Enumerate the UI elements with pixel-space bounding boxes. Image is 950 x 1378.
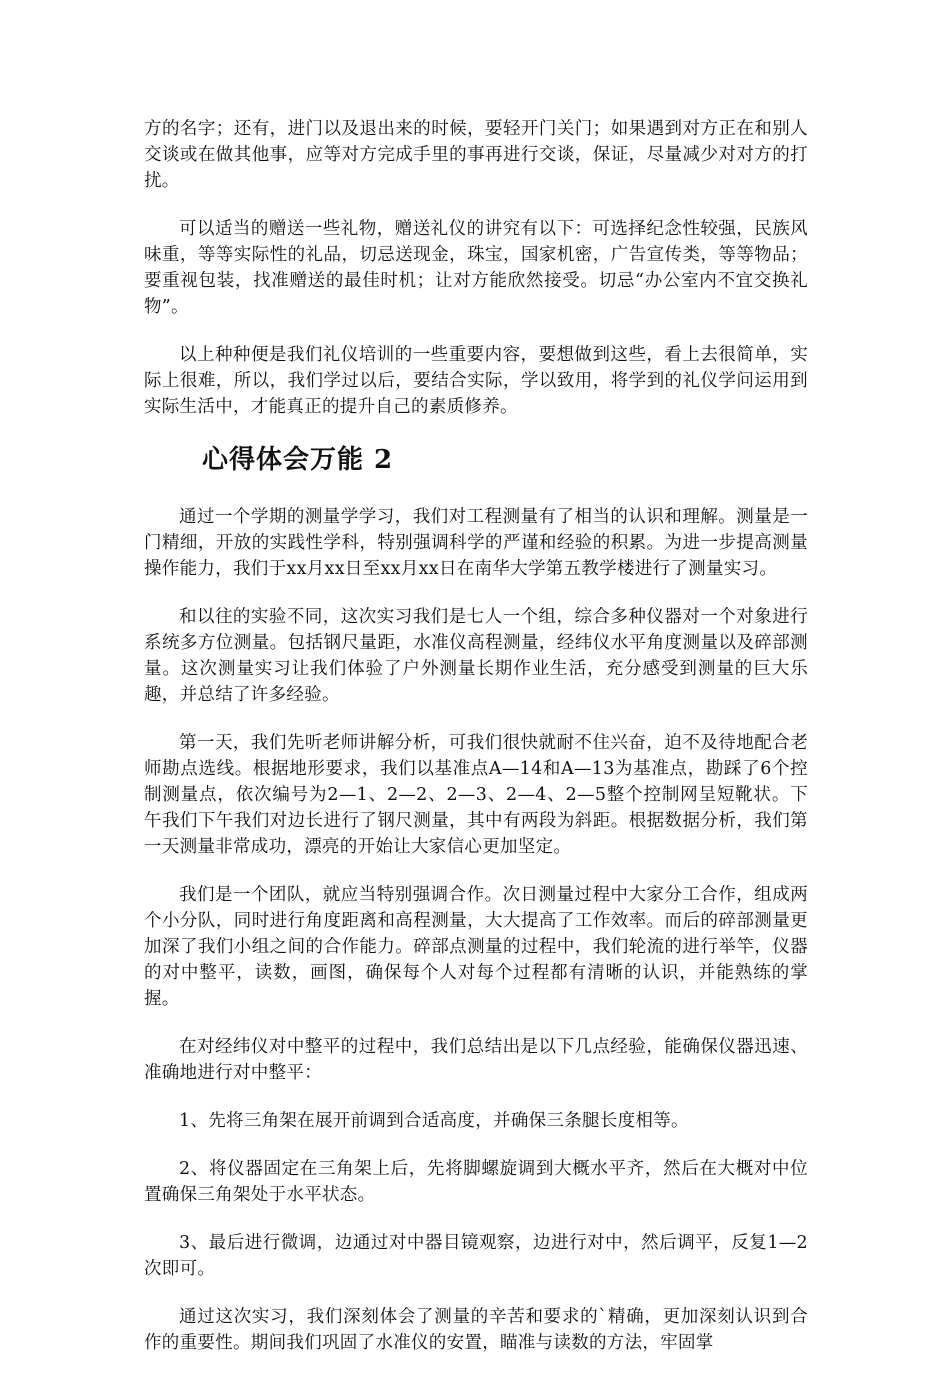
list-item: 2、将仪器固定在三角架上后，先将脚螺旋调到大概水平齐，然后在大概对中位置确保三角架处于水平状态。 (144, 1159, 808, 1205)
section-heading: 心得体会万能 2 (202, 445, 394, 475)
paragraph: 第一天，我们先听老师讲解分析，可我们很快就耐不住兴奋，迫不及待地配合老师勘点选线。根据地形要求，我们以基准点A—14和A—13为基准点，勘踩了6个控制测量点，依次编号为2—1、2—2、2—3、2—4、2—5整个控制网呈短靴状。下午我们下午我们对边长进行了钢尺测量，其中有两段为斜距。根据数据分析，我们第一天测量非常成功，漂亮的开始让大家信心更加坚定。 (144, 733, 808, 857)
list-item: 3、最后进行微调，边通过对中器目镜观察，边进行对中，然后调平，反复1—2次即可。 (144, 1233, 808, 1279)
list-item: 1、先将三角架在展开前调到合适高度，并确保三条腿长度相等。 (179, 1111, 689, 1131)
document-body (144, 116, 808, 1378)
paragraph: 和以往的实验不同，这次实习我们是七人一个组，综合多种仪器对一个对象进行系统多方位测量。包括钢尺量距，水准仪高程测量，经纬仪水平角度测量以及碎部测量。这次测量实习让我们体验了户外测量长期作业生活，充分感受到测量的巨大乐趣，并总结了许多经验。 (144, 607, 808, 705)
paragraph: 通过这次实习，我们深刻体会了测量的辛苦和要求的`精确，更加深刻认识到合作的重要性。期间我们巩固了水准仪的安置，瞄准与读数的方法，牢固掌 (144, 1307, 808, 1353)
paragraph: 我们是一个团队，就应当特别强调合作。次日测量过程中大家分工合作，组成两个小分队，同时进行角度距离和高程测量，大大提高了工作效率。而后的碎部测量更加深了我们小组之间的合作能力。碎部点测量的过程中，我们轮流的进行举竿，仪器的对中整平，读数，画图，确保每个人对每个过程都有清晰的认识，并能熟练的掌握。 (144, 885, 808, 1009)
paragraph: 以上种种便是我们礼仪培训的一些重要内容，要想做到这些，看上去很简单，实际上很难，所以，我们学过以后，要结合实际，学以致用，将学到的礼仪学问运用到实际生活中，才能真正的提升自己的素质修养。 (144, 345, 808, 417)
paragraph: 在对经纬仪对中整平的过程中，我们总结出是以下几点经验，能确保仪器迅速、准确地进行对中整平： (144, 1037, 808, 1083)
paragraph: 可以适当的赠送一些礼物，赠送礼仪的讲究有以下：可选择纪念性较强，民族风味重，等等实际性的礼品，切忌送现金，珠宝，国家机密，广告宣传类，等等物品；要重视包装，找准赠送的最佳时机；让对方能欣然接受。切忌“办公室内不宜交换礼物”。 (144, 219, 808, 317)
paragraph: 通过一个学期的测量学学习，我们对工程测量有了相当的认识和理解。测量是一门精细，开放的实践性学科，特别强调科学的严谨和经验的积累。为进一步提高测量操作能力，我们于xx月xx日至xx月xx日在南华大学第五教学楼进行了测量实习。 (144, 507, 808, 579)
paragraph: 方的名字；还有，进门以及退出来的时候，要轻开门关门；如果遇到对方正在和别人交谈或在做其他事，应等对方完成手里的事再进行交谈，保证，尽量减少对对方的打扰。 (144, 119, 808, 191)
